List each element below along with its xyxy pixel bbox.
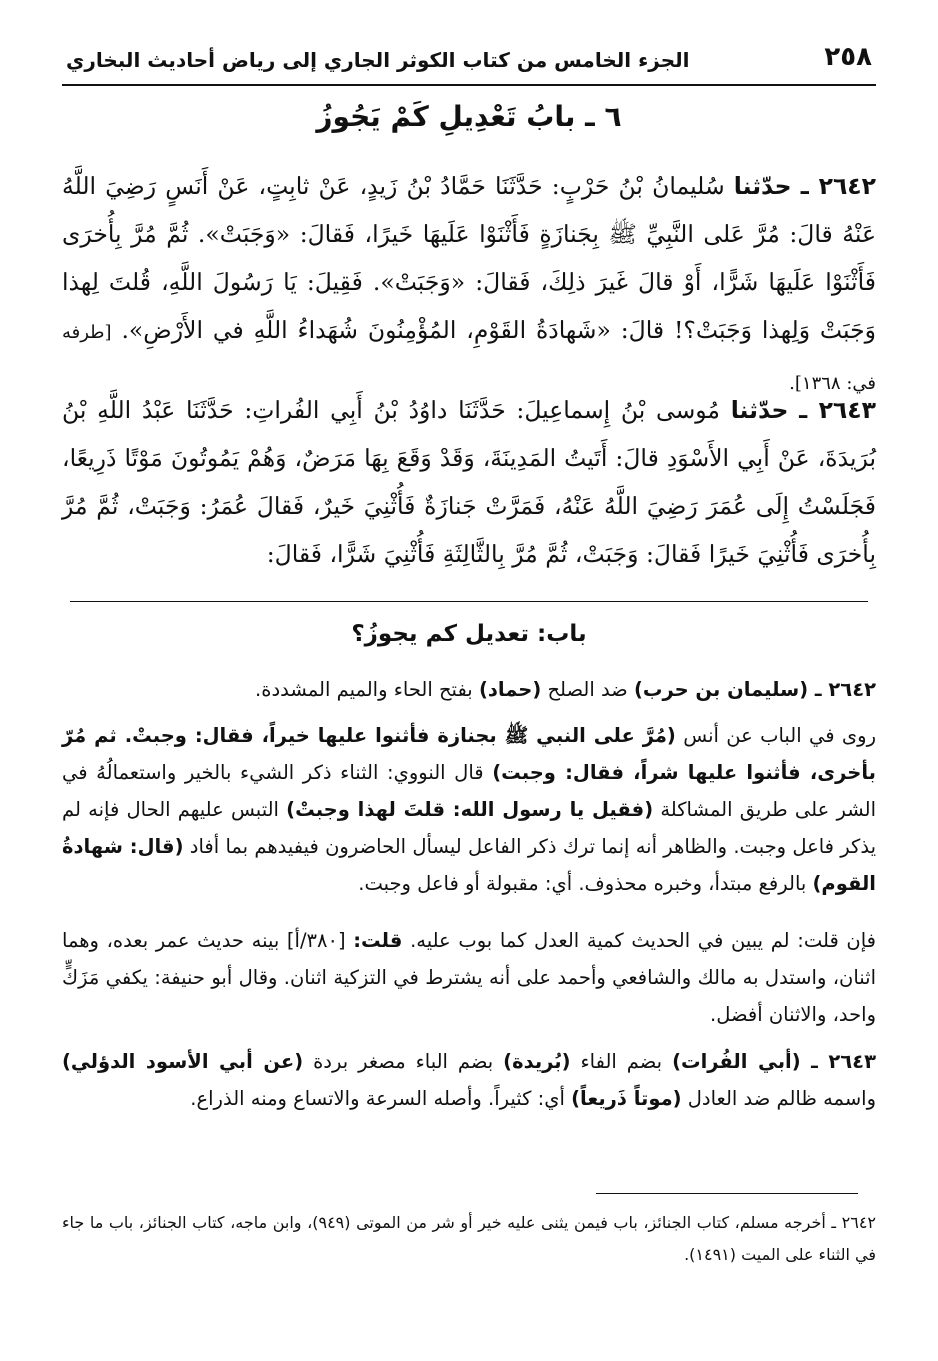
commentary-text: بفتح الحاء والميم المشددة. (255, 678, 473, 701)
page-number: ٢٥٨ (824, 42, 872, 72)
commentary-text: قال النووي: الثناء ذكر الشيء بالخير واستعمالُهُ في الشر على طريق المشاكلة (62, 761, 876, 821)
commentary-paragraph-3 (62, 922, 876, 1033)
commentary-lemma: ٢٦٤٢ ـ (سليمان بن حرب) (633, 678, 876, 701)
commentary-lemma: (حماد) (478, 678, 542, 701)
hadith-lead: حدّثنا (730, 396, 789, 424)
commentary-paragraph-4 (62, 1043, 876, 1117)
commentary-lemma: (بُريدة) (503, 1050, 571, 1073)
commentary-title: باب: تعديل كم يجوزُ؟ (351, 621, 587, 647)
footnote: ٢٦٤٢ ـ أخرجه مسلم، كتاب الجنائز، باب فيمن يثنى عليه خير أو شر من الموتى (٩٤٩)، وابن ماجه، كتاب الجنائز، باب ما جاء في الثناء على الميت (١٤٩١). (62, 1213, 876, 1264)
hadith-cross-reference: [طرفه في: ١٣٦٨]. (62, 322, 876, 394)
commentary-lemma: قلت: (353, 929, 403, 952)
hadith-2643 (62, 386, 876, 578)
commentary-lemma: (فقيل يا رسول الله: قلتَ لهذا وجبتْ) (286, 798, 654, 821)
commentary-lemma: (قال: شهادةُ القوم) (62, 835, 876, 895)
commentary-lemma: ٢٦٤٣ ـ (أبي الفُرات) (672, 1050, 876, 1073)
commentary-text: بضم الفاء (580, 1050, 663, 1073)
commentary-lemma: (موتاً ذَريعاً) (571, 1087, 682, 1110)
page-header (62, 40, 876, 86)
commentary-text: بضم الباء مصغر بردة (313, 1050, 494, 1073)
commentary-text: فإن قلت: لم يبين في الحديث كمية العدل كما بوب عليه. (410, 929, 876, 952)
footnote-divider (596, 1193, 858, 1194)
commentary-text: ضد الصلح (547, 678, 628, 701)
hadith-number: ٢٦٤٣ ـ (799, 396, 876, 424)
commentary-text: واسمه ظالم ضد العادل (687, 1087, 876, 1110)
hadith-number: ٢٦٤٢ ـ (800, 172, 876, 200)
commentary-text: [٣٨٠/أ] بينه حديث عمر بعده، وهما اثنان، واستدل به مالك والشافعي وأحمد على أنه يشترط في التزكية اثنان. وقال أبو حنيفة: يكفي مَزَكٍّ واحد، والاثنان أفضل. (62, 929, 876, 1026)
commentary-paragraph-2 (62, 717, 876, 902)
hadith-lead: حدّثنا (733, 172, 792, 200)
commentary-text: التبس عليهم الحال فإنه لم يذكر فاعل وجبت. والظاهر أنه إنما ترك ذكر الفاعل ليسأل الحاضرون فيفيدهم بما أفاد (62, 798, 876, 858)
commentary-text: أي: كثيراً. وأصله السرعة والاتساع ومنه الذراع. (190, 1087, 565, 1110)
hadith-text: مُوسى بْنُ إِسماعِيلَ: حَدَّثَنَا داوُدُ بْنُ أَبِي الفُراتِ: حَدَّثَنَا عَبْدُ اللَّهِ بْنُ بُرَيدَةَ، عَنْ أَبِي الأَسْوَدِ قالَ: أَتَيتُ المَدِينَةَ، وَقَدْ وَقَعَ بِهَا مَرَضٌ، وَهُمْ يَمُوتُونَ مَوْتًا ذَرِيعًا، فَجَلَسْتُ إِلَى عُمَرَ رَضِيَ اللَّهُ عَنْهُ، فَمَرَّتْ جَنازَةٌ فَأُثْنِيَ خَيرٌ، فَقالَ عُمَرُ: وَجَبَتْ، ثُمَّ مُرَّ بِأُخرَى فَأُثْنِيَ خَيرًا فَقالَ: وَجَبَتْ، ثُمَّ مُرَّ بِالثَّالِثَةِ فَأُثْنِيَ شَرًّا، فَقالَ: (62, 396, 876, 568)
section-divider (70, 601, 868, 602)
commentary-paragraph-1 (62, 671, 876, 708)
hadith-2642 (62, 162, 876, 408)
commentary-lemma: (عن أبي الأسود الدؤلي) (62, 1050, 304, 1073)
commentary-text: روى في الباب عن أنس (683, 724, 876, 747)
chapter-title: ٦ ـ بابُ تَعْدِيلِ كَمْ يَجُوزُ (316, 100, 622, 133)
commentary-text: بالرفع مبتدأ، وخبره محذوف. أي: مقبولة أو فاعل وجبت. (358, 872, 807, 895)
commentary-lemma: (مُرَّ على النبي ﷺ بجنازة فأثنوا عليها خيراً، فقال: وجبتْ. ثم مُرّ بأخرى، فأثنوا عليها شراً، فقال: وجبت) (62, 724, 876, 784)
running-title: الجزء الخامس من كتاب الكوثر الجاري إلى رياض أحاديث البخاري (66, 48, 690, 72)
hadith-text: سُليمانُ بْنُ حَرْبٍ: حَدَّثَنَا حَمَّادُ بْنُ زَيدٍ، عَنْ ثابِتٍ، عَنْ أَنَسٍ رَضِيَ اللَّهُ عَنْهُ قالَ: مُرَّ عَلى النَّبِيِّ ﷺ بِجَنازَةٍ فَأَثْنَوْا عَلَيهَا خَيرًا، فَقالَ: «وَجَبَتْ». ثُمَّ مُرَّ بِأُخرَى فَأَثْنَوْا عَلَيهَا شَرًّا، أَوْ قالَ غَيرَ ذلِكَ، فَقالَ: «وَجَبَتْ». فَقِيلَ: يَا رَسُولَ اللَّهِ، قُلتَ لِهذا وَجَبَتْ وَلِهذا وَجَبَتْ؟! قالَ: «شَهادَةُ القَوْمِ، المُؤْمِنُونَ شُهَداءُ اللَّهِ في الأَرْضِ». (62, 172, 876, 344)
